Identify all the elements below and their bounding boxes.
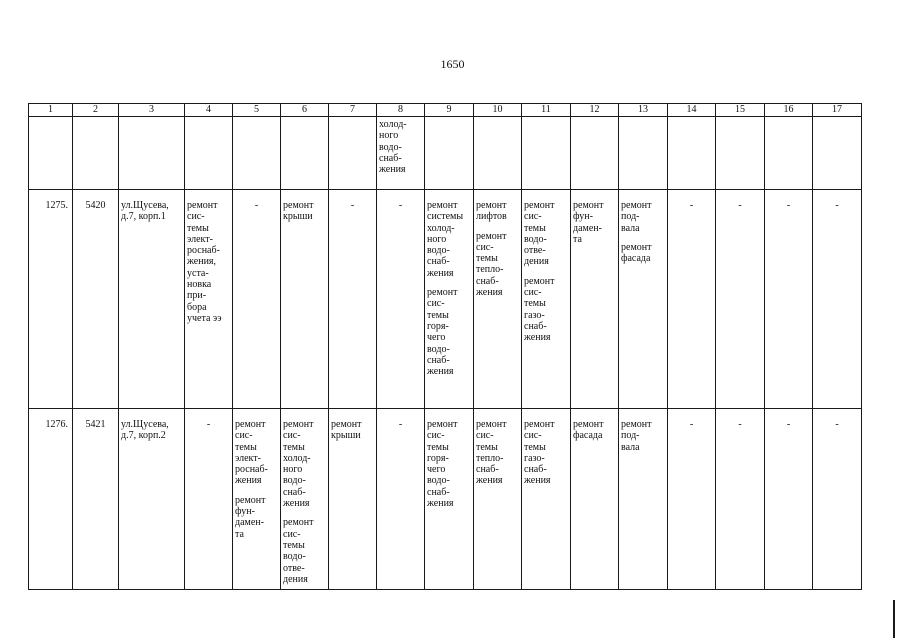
work-item: ремонт крыши xyxy=(331,419,362,442)
table-row xyxy=(29,190,862,409)
work-item: ремонт под- вала xyxy=(621,419,652,453)
table-cell xyxy=(377,117,425,190)
table-cell xyxy=(619,190,668,409)
column-header: 11 xyxy=(522,104,571,117)
address-cell xyxy=(119,190,185,409)
column-header: 10 xyxy=(474,104,522,117)
table-cell: - xyxy=(377,190,425,409)
work-item: ремонт сис- темы водо- отве- дения xyxy=(283,517,314,585)
work-item: ремонт фун- дамен- та xyxy=(235,494,266,540)
table-cell: - xyxy=(668,409,716,590)
work-item: ремонт сис- темы элект- роснаб- жения xyxy=(235,419,268,487)
repair-schedule-table xyxy=(28,103,862,590)
column-header: 17 xyxy=(813,104,862,117)
work-item: ремонт сис- темы холод- ного водо- снаб- жения xyxy=(283,419,314,510)
building-code: 5421 xyxy=(73,409,119,590)
work-item: ремонт сис- темы тепло- снаб- жения xyxy=(476,230,507,299)
work-item: ремонт фасада xyxy=(621,241,652,265)
table-cell xyxy=(474,409,522,590)
table-cell xyxy=(425,190,474,409)
table-cell xyxy=(425,409,474,590)
cell-text: холод- ного водо- снаб- жения xyxy=(379,119,407,176)
work-item: ремонт сис- темы горя- чего водо- снаб- жения xyxy=(427,419,458,510)
table-cell: - xyxy=(813,409,862,590)
table-cell xyxy=(474,190,522,409)
table-cell: - xyxy=(716,190,765,409)
table-cell xyxy=(185,190,233,409)
column-header: 2 xyxy=(73,104,119,117)
page-number: 1650 xyxy=(440,57,465,71)
work-item: ремонт сис- темы водо- отве- дения xyxy=(524,200,555,268)
table-cell xyxy=(281,190,329,409)
margin-rule xyxy=(893,600,895,638)
table-cell: - xyxy=(765,409,813,590)
row-number: 1275. xyxy=(29,190,73,409)
column-number-row xyxy=(29,104,862,117)
table-cell xyxy=(522,409,571,590)
work-item: ремонт сис- темы элект- роснаб- жения, уста- новка при- бора учета ээ xyxy=(187,200,222,324)
table-cell: - xyxy=(813,190,862,409)
table-cell: - xyxy=(765,190,813,409)
work-item: ремонт сис- темы горя- чего водо- снаб- жения xyxy=(427,287,458,378)
table-cell: - xyxy=(668,190,716,409)
column-header: 4 xyxy=(185,104,233,117)
row-number: 1276. xyxy=(29,409,73,590)
table-cell xyxy=(571,190,619,409)
table-cell xyxy=(571,409,619,590)
table-cell xyxy=(329,409,377,590)
work-item: ремонт сис- темы газо- снаб- жения xyxy=(524,275,555,344)
table-cell: - xyxy=(185,409,233,590)
column-header: 8 xyxy=(377,104,425,117)
work-item: ремонт фун- дамен- та xyxy=(573,200,604,245)
column-header: 13 xyxy=(619,104,668,117)
work-item: ремонт сис- темы газо- снаб- жения xyxy=(524,419,555,487)
table-cell xyxy=(619,409,668,590)
work-item: ремонт лифтов xyxy=(476,200,507,223)
table-cell xyxy=(233,409,281,590)
table-cell xyxy=(522,190,571,409)
table-cell: - xyxy=(716,409,765,590)
column-header: 5 xyxy=(233,104,281,117)
column-header: 3 xyxy=(119,104,185,117)
column-header: 1 xyxy=(29,104,73,117)
table-cell: - xyxy=(377,409,425,590)
column-header: 14 xyxy=(668,104,716,117)
column-header: 16 xyxy=(765,104,813,117)
address-cell xyxy=(119,409,185,590)
table-cell: - xyxy=(233,190,281,409)
work-item: ремонт системы холод- ного водо- снаб- жения xyxy=(427,200,464,279)
column-header: 12 xyxy=(571,104,619,117)
building-code: 5420 xyxy=(73,190,119,409)
address: ул.Щусева, д.7, корп.2 xyxy=(121,419,169,442)
column-header: 9 xyxy=(425,104,474,117)
work-item: ремонт крыши xyxy=(283,200,314,223)
table-cell xyxy=(281,409,329,590)
continuation-row xyxy=(29,117,862,190)
work-item: ремонт сис- темы тепло- снаб- жения xyxy=(476,419,507,487)
table-cell: - xyxy=(329,190,377,409)
work-item: ремонт фасада xyxy=(573,419,604,442)
column-header: 15 xyxy=(716,104,765,117)
address: ул.Щусева, д.7, корп.1 xyxy=(121,200,169,223)
work-item: ремонт под- вала xyxy=(621,200,652,234)
table-row xyxy=(29,409,862,590)
column-header: 6 xyxy=(281,104,329,117)
column-header: 7 xyxy=(329,104,377,117)
